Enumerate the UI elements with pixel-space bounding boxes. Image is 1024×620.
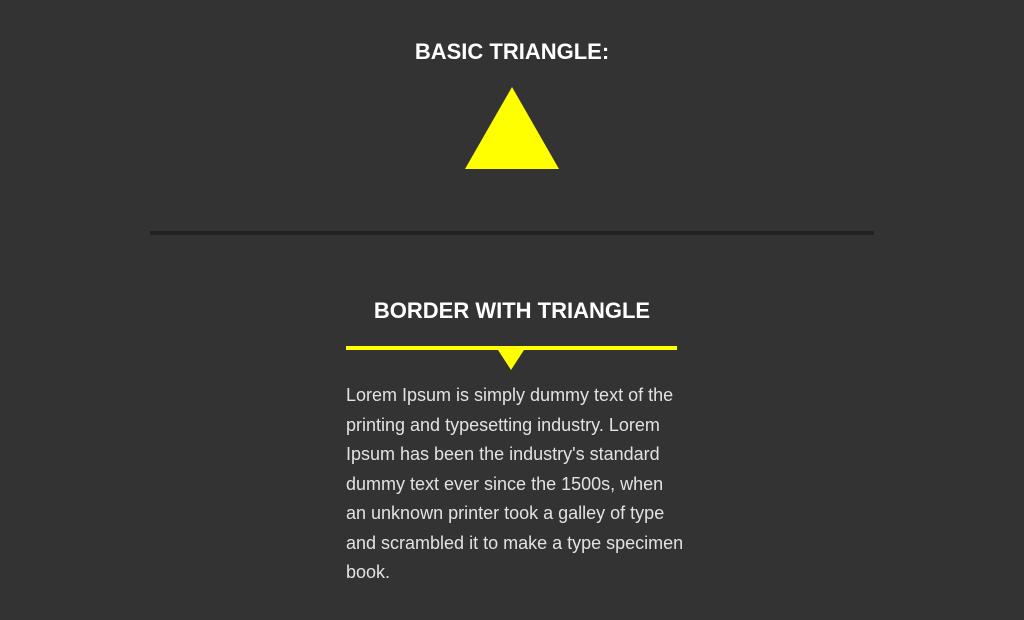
section-divider [150, 231, 874, 235]
basic-triangle-title: BASIC TRIANGLE: [414, 39, 610, 64]
border-with-triangle-title: BORDER WITH TRIANGLE [373, 298, 651, 323]
lorem-paragraph: Lorem Ipsum is simply dummy text of the printing and typesetting industry. Lorem Ipsum has been the industry's standard dummy text ever since the 1500s, when an unknown printer took a galley of type and scrambled it to make a type specimen book. [346, 385, 684, 582]
triangle-down-icon [498, 350, 524, 370]
triangle-up-icon [465, 87, 559, 169]
